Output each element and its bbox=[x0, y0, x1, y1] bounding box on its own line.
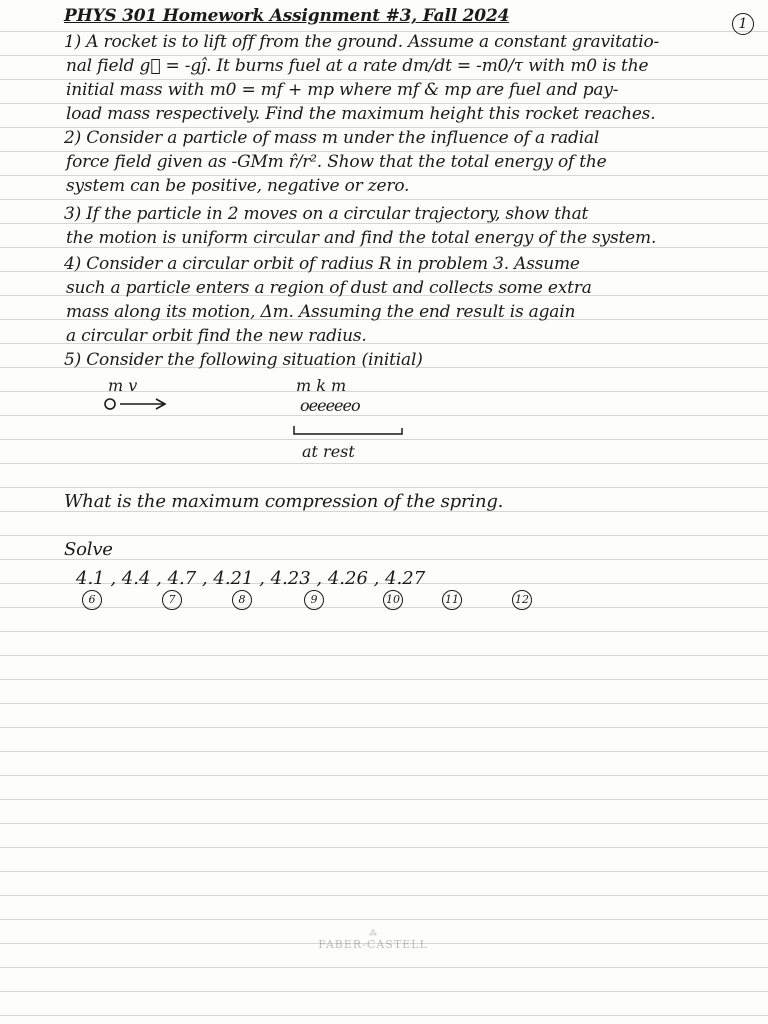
circled-number: 11 bbox=[442, 590, 462, 610]
text-line: initial mass with m0 = mf + mp where mf & mp are fuel and pay- bbox=[66, 80, 619, 100]
text-line: system can be positive, negative or zero. bbox=[66, 176, 410, 196]
at-rest-label: at rest bbox=[302, 442, 355, 461]
spring-glyph: oeeeeeo bbox=[300, 396, 360, 415]
circled-problem-numbers bbox=[0, 590, 768, 620]
spring-diagram bbox=[100, 376, 440, 466]
text-line: 3) If the particle in 2 moves on a circular trajectory, show that bbox=[64, 204, 589, 224]
text-line: 2) Consider a particle of mass m under the influence of a radial bbox=[64, 128, 600, 148]
text-line: 1) A rocket is to lift off from the ground. Assume a constant gravitatio- bbox=[64, 32, 660, 52]
page-number: 1 bbox=[732, 13, 754, 35]
text-line: 4) Consider a circular orbit of radius R in problem 3. Assume bbox=[64, 254, 580, 274]
assignment-title: PHYS 301 Homework Assignment #3, Fall 2024 bbox=[64, 6, 510, 26]
text-line: mass along its motion, Δm. Assuming the end result is again bbox=[66, 302, 576, 322]
bracket bbox=[290, 424, 410, 440]
text-line: 5) Consider the following situation (initial) bbox=[64, 350, 423, 370]
moving-mass-labels: m v bbox=[108, 376, 138, 395]
moving-mass-arrow bbox=[100, 392, 180, 416]
circled-number: 6 bbox=[82, 590, 102, 610]
circled-number: 9 bbox=[304, 590, 324, 610]
text-line: nal field g⃗ = -gĵ. It burns fuel at a rate dm/dt = -m0/τ with m0 is the bbox=[66, 56, 649, 76]
brand-watermark bbox=[318, 930, 428, 960]
circled-number: 7 bbox=[162, 590, 182, 610]
text-line: load mass respectively. Find the maximum height this rocket reaches. bbox=[66, 104, 656, 124]
question-text: What is the maximum compression of the spring. bbox=[64, 491, 504, 512]
text-line: such a particle enters a region of dust and collects some extra bbox=[66, 278, 592, 298]
text-line: a circular orbit find the new radius. bbox=[66, 326, 367, 346]
circled-number: 8 bbox=[232, 590, 252, 610]
text-line: force field given as -GMm r̂/r². Show that the total energy of the bbox=[66, 152, 607, 172]
text-line: the motion is uniform circular and find the total energy of the system. bbox=[66, 228, 657, 248]
spring-system-labels: m k m bbox=[296, 376, 347, 395]
circled-number: 12 bbox=[512, 590, 532, 610]
problem-references: 4.1 , 4.4 , 4.7 , 4.21 , 4.23 , 4.26 , 4.27 bbox=[76, 568, 426, 589]
solve-label: Solve bbox=[64, 539, 113, 560]
brand-text: FABER-CASTELL bbox=[318, 938, 428, 951]
circled-number: 10 bbox=[383, 590, 403, 610]
knights-logo-icon: ⁂ bbox=[369, 929, 377, 938]
